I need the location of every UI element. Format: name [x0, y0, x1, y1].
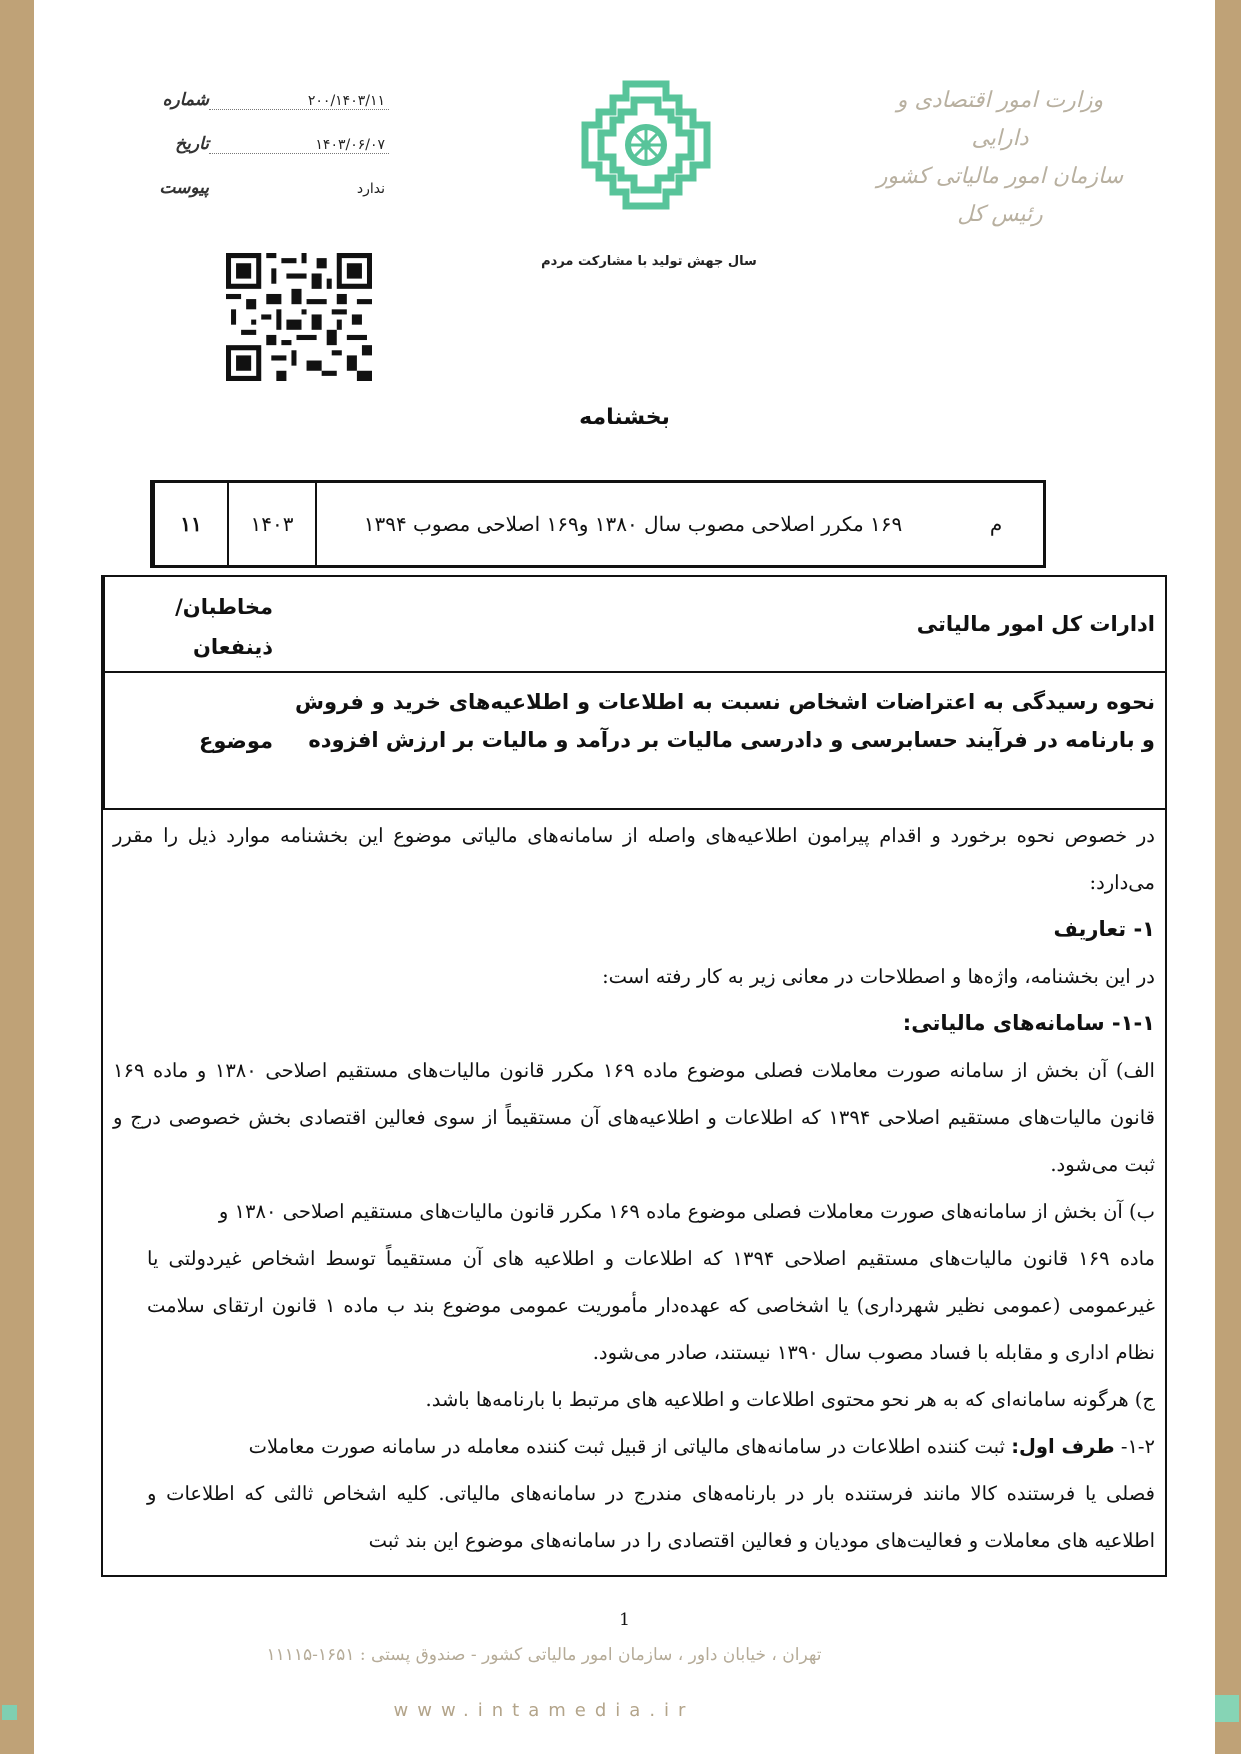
item-alef: الف) آن بخش از سامانه صورت معاملات فصلی موضوع ماده ۱۶۹ مکرر قانون مالیات‌های مستقیم اصلاحی ۱۳۸۰ و ماده ۱۶۹ قانون مالیات‌های مستقیم اصلاحی ۱۳۹۴ که اطلاعات و اطلاعیه‌های آن مستقیماً از سوی فعالین اقتصادی بخش خصوصی درج و ثبت می‌شود. [113, 1059, 1155, 1176]
org-head: رئیس کل [957, 202, 1043, 227]
left-accent-square [2, 1705, 17, 1720]
meta-date-row [164, 134, 389, 178]
date-value: ۱۴۰۳/۰۶/۰۷ [209, 137, 389, 154]
org-tax-organization: سازمان امور مالیاتی کشور [876, 164, 1124, 189]
circular-body [101, 804, 1167, 1577]
footer-address: تهران ، خیابان داور ، سازمان امور مالیاتی کشور - صندوق پستی : ۱۶۵۱-۱۱۱۱۵ [266, 1645, 822, 1665]
circular-number-table [150, 480, 1046, 568]
right-border [1215, 0, 1241, 1754]
page-title: بخشنامه [579, 405, 670, 430]
section-1-heading: ۱- تعاریف [1053, 917, 1155, 941]
year-slogan: سال جهش تولید با مشارکت مردم [541, 254, 757, 269]
intro-paragraph: در خصوص نحوه برخورد و اقدام پیرامون اطلاعیه‌های واصله از سامانه‌های مالیاتی موضوع این بخشنامه موارد ذیل را مقرر می‌دارد: [113, 824, 1155, 894]
item-be-first-line: ب) آن بخش از سامانه‌های صورت معاملات فصلی موضوع ماده ۱۶۹ مکرر قانون مالیات‌های مستقیم اصلاحی ۱۳۸۰ و [218, 1200, 1155, 1223]
meta-number-row [164, 90, 389, 134]
section-1-text: در این بخشنامه، واژه‌ها و اصطلاحات در معانی زیر به کار رفته است: [602, 965, 1155, 988]
meta-attachment-row [159, 178, 389, 222]
subject-label: موضوع [103, 673, 285, 808]
org-ministry: وزارت امور اقتصادی و دارایی [896, 88, 1104, 151]
attachment-label: پیوست [159, 178, 209, 198]
section-1-2-term: طرف اول: [1011, 1435, 1115, 1458]
qr-code [226, 253, 372, 381]
document-meta [159, 90, 389, 222]
page-number: 1 [619, 1610, 630, 1630]
circular-year: ۱۴۰۳ [227, 483, 315, 565]
section-1-1-heading: ۱-۱- سامانه‌های مالیاتی: [902, 1011, 1155, 1035]
left-border [0, 0, 34, 1754]
number-value: ۲۰۰/۱۴۰۳/۱۱ [209, 93, 389, 110]
circular-code: م [989, 512, 1003, 536]
circular-number: ۱۱ [153, 483, 227, 565]
item-be-rest: ماده ۱۶۹ قانون مالیات‌های مستقیم اصلاحی ۱۳۹۴ که اطلاعات و اطلاعیه های آن مستقیماً توسط اشخاص غیردولتی یا غیرعمومی (عمومی نظیر شهرداری) یا اشخاصی که عهده‌دار مأموریت عمومی موضوع بند ب ماده ۱ قانون ارتقای سلامت نظام اداری و مقابله با فساد مصوب سال ۱۳۹۰ نیستند، صادر می‌شود. [147, 1247, 1155, 1364]
section-1-2-rest: فصلی یا فرستنده کالا مانند فرستنده بار در بارنامه‌های مندرج در سامانه‌های مالیاتی. کلیه اشخاص ثالثی که اطلاعات و اطلاعیه های معاملات و فعالیت‌های مودیان و فعالین اقتصادی را در سامانه‌های موضوع این بند ثبت [147, 1482, 1155, 1552]
recipients-label-line2: ذینفعان [192, 635, 273, 659]
section-1-2-number: ۱-۲- [1120, 1435, 1155, 1458]
subject-row [103, 673, 1165, 810]
right-accent-square [1212, 1695, 1239, 1722]
recipients-value: ادارات کل امور مالیاتی [916, 612, 1155, 636]
recipients-label-line1: مخاطبان/ [175, 595, 273, 619]
organization-header [875, 82, 1125, 234]
number-label: شماره [162, 90, 209, 110]
info-table [101, 575, 1167, 810]
section-1-2-definition: ثبت کننده اطلاعات در سامانه‌های مالیاتی از قبیل ثبت کننده معامله در سامانه صورت معاملات [248, 1435, 1005, 1458]
document-paper [34, 0, 1215, 1754]
footer-website: www.intamedia.ir [393, 1700, 695, 1721]
recipients-row [103, 577, 1165, 673]
tax-organization-logo [579, 78, 713, 212]
circular-law-reference: ۱۶۹ مکرر اصلاحی مصوب سال ۱۳۸۰ و۱۶۹ اصلاحی مصوب ۱۳۹۴ [315, 483, 949, 565]
item-jim: ج) هرگونه سامانه‌ای که به هر نحو محتوی اطلاعات و اطلاعیه های مرتبط با بارنامه‌ها باشد. [425, 1388, 1155, 1411]
recipients-label [103, 577, 285, 671]
date-label: تاریخ [175, 134, 209, 154]
section-1-2-first-line [113, 1423, 1155, 1470]
subject-value: نحوه رسیدگی به اعتراضات اشخاص نسبت به اطلاعات و اطلاعیه‌های خرید و فروش و بارنامه در فرآیند حسابرسی و دادرسی مالیات بر درآمد و مالیات بر ارزش افزوده [295, 690, 1155, 752]
attachment-value: ندارد [356, 181, 385, 197]
